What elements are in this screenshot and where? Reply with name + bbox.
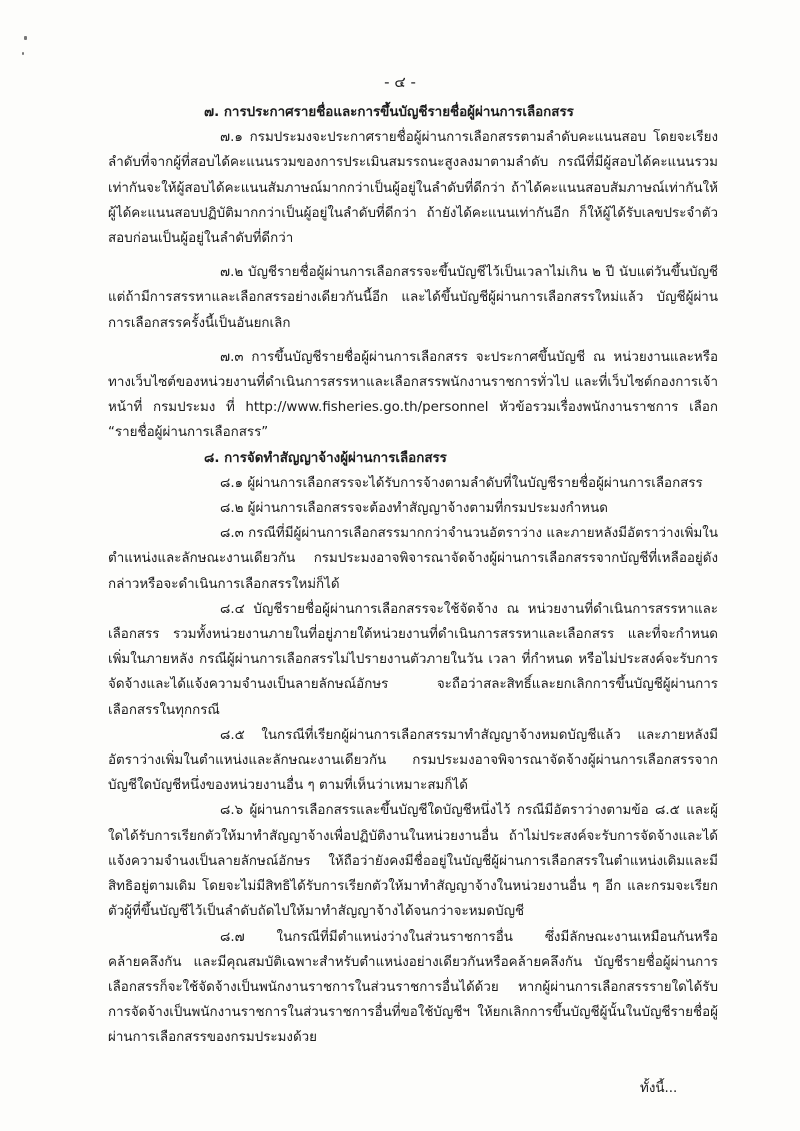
section-heading: ๗. การประกาศรายชื่อและการขึ้นบัญชีรายชื่อผู้ผ่านการเลือกสรร	[204, 105, 574, 120]
continuation-text: ทั้งนี้...	[640, 1081, 678, 1096]
document-body	[108, 100, 718, 1051]
paragraph: ๘.๖ ผู้ผ่านการเลือกสรรและขึ้นบัญชีใดบัญชีหนึ่งไว้ กรณีมีอัตราว่างตามข้อ ๘.๕ และผู้ใดได้รับการเรียกตัวให้มาทำสัญญาจ้างเพื่อปฏิบัติงานในหน่วยงานอื่น ถ้าไม่ประสงค์จะรับการจัดจ้างและได้แจ้งความจำนงเป็นลายลักษณ์อักษร ให้ถือว่ายังคงมีชื่ออยู่ในบัญชีผู้ผ่านการเลือกสรรในตำแหน่งเดิมและมีสิทธิอยู่ตามเดิม โดยจะไม่มีสิทธิได้รับการเรียกตัวให้มาทำสัญญาจ้างในหน่วยงานอื่น ๆ อีก และกรมจะเรียกตัวผู้ที่ขึ้นบัญชีไว้เป็นลำดับถัดไปให้มาทำสัญญาจ้างได้จนกว่าจะหมดบัญชี	[108, 803, 718, 920]
paragraph: ๗.๑ กรมประมงจะประกาศรายชื่อผู้ผ่านการเลือกสรรตามลำดับคะแนนสอบ โดยจะเรียงลำดับที่จากผู้ที่สอบได้คะแนนรวมของการประเมินสมรรถนะสูงลงมาตามลำดับ กรณีที่มีผู้สอบได้คะแนนรวมเท่ากันจะให้ผู้สอบได้คะแนนสัมภาษณ์มากกว่าเป็นผู้อยู่ในลำดับที่ดีกว่า ถ้าได้คะแนนสอบสัมภาษณ์เท่ากันให้ผู้ได้คะแนนสอบปฏิบัติมากกว่าเป็นผู้อยู่ในลำดับที่ดีกว่า ถ้ายังได้คะแนนเท่ากันอีก ก็ให้ผู้ได้รับเลขประจำตัวสอบก่อนเป็นผู้อยู่ในลำดับที่ดีกว่า	[108, 130, 718, 247]
paragraph: ๗.๒ บัญชีรายชื่อผู้ผ่านการเลือกสรรจะขึ้นบัญชีไว้เป็นเวลาไม่เกิน ๒ ปี นับแต่วันขึ้นบัญชี แต่ถ้ามีการสรรหาและเลือกสรรอย่างเดียวกันนี้อีก และได้ขึ้นบัญชีผู้ผ่านการเลือกสรรใหม่แล้ว บัญชีผู้ผ่านการเลือกสรรครั้งนี้เป็นอันยกเลิก	[108, 265, 718, 331]
paragraph: ๗.๓ การขึ้นบัญชีรายชื่อผู้ผ่านการเลือกสรร จะประกาศขึ้นบัญชี ณ หน่วยงานและหรือทางเว็บไซต์ของหน่วยงานที่ดำเนินการสรรหาและเลือกสรรพนักงานราชการทั่วไป และที่เว็บไซต์กองการเจ้าหน้าที่ กรมประมง ที่ http://www.fisheries.go.th/personnel หัวข้อรวมเรื่องพนักงานราชการ เลือก “รายชื่อผู้ผ่านการเลือกสรร”	[108, 349, 718, 441]
page-number: - ๔ -	[384, 73, 416, 91]
scan-speck	[22, 52, 24, 55]
paragraph: ๘.๑ ผู้ผ่านการเลือกสรรจะได้รับการจ้างตามลำดับที่ในบัญชีรายชื่อผู้ผ่านการเลือกสรร	[220, 475, 703, 491]
paragraph: ๘.๔ บัญชีรายชื่อผู้ผ่านการเลือกสรรจะใช้จัดจ้าง ณ หน่วยงานที่ดำเนินการสรรหาและเลือกสรร รวมทั้งหน่วยงานภายในที่อยู่ภายใต้หน่วยงานที่ดำเนินการสรรหาและเลือกสรร และที่จะกำหนดเพิ่มในภายหลัง กรณีผู้ผ่านการเลือกสรรไม่ไปรายงานตัวภายในวัน เวลา ที่กำหนด หรือไม่ประสงค์จะรับการจัดจ้างและได้แจ้งความจำนงเป็นลายลักษณ์อักษร จะถือว่าสละสิทธิ์และยกเลิกการขึ้นบัญชีผู้ผ่านการเลือกสรรในทุกกรณี	[108, 601, 718, 718]
paragraph: ๘.๓ กรณีที่มีผู้ผ่านการเลือกสรรมากกว่าจำนวนอัตราว่าง และภายหลังมีอัตราว่างเพิ่มในตำแหน่งและลักษณะงานเดียวกัน กรมประมงอาจพิจารณาจัดจ้างผู้ผ่านการเลือกสรรจากบัญชีที่เหลืออยู่ดังกล่าวหรือจะดำเนินการเลือกสรรใหม่ก็ได้	[108, 526, 718, 592]
scan-speck	[24, 36, 27, 40]
section-heading: ๘. การจัดทำสัญญาจ้างผู้ผ่านการเลือกสรร	[204, 450, 447, 466]
paragraph: ๘.๕ ในกรณีที่เรียกผู้ผ่านการเลือกสรรมาทำสัญญาจ้างหมดบัญชีแล้ว และภายหลังมีอัตราว่างเพิ่มในตำแหน่งและลักษณะงานเดียวกัน กรมประมงอาจพิจารณาจัดจ้างผู้ผ่านการเลือกสรรจากบัญชีใดบัญชีหนึ่งของหน่วยงานอื่น ๆ ตามที่เห็นว่าเหมาะสมก็ได้	[108, 727, 718, 794]
paragraph: ๘.๒ ผู้ผ่านการเลือกสรรจะต้องทำสัญญาจ้างตามที่กรมประมงกำหนด	[220, 501, 608, 517]
paragraph: ๘.๗ ในกรณีที่มีตำแหน่งว่างในส่วนราชการอื่น ซึ่งมีลักษณะงานเหมือนกันหรือคล้ายคลึงกัน และมีคุณสมบัติเฉพาะสำหรับตำแหน่งอย่างเดียวกันหรือคล้ายคลึงกัน บัญชีรายชื่อผู้ผ่านการเลือกสรรก็จะใช้จัดจ้างเป็นพนักงานราชการในส่วนราชการอื่นได้ด้วย หากผู้ผ่านการเลือกสรรรายใดได้รับการจัดจ้างเป็นพนักงานราชการในส่วนราชการอื่นที่ขอใช้บัญชีฯ ให้ยกเลิกการขึ้นบัญชีผู้นั้นในบัญชีรายชื่อผู้ผ่านการเลือกสรรของกรมประมงด้วย	[108, 929, 718, 1046]
